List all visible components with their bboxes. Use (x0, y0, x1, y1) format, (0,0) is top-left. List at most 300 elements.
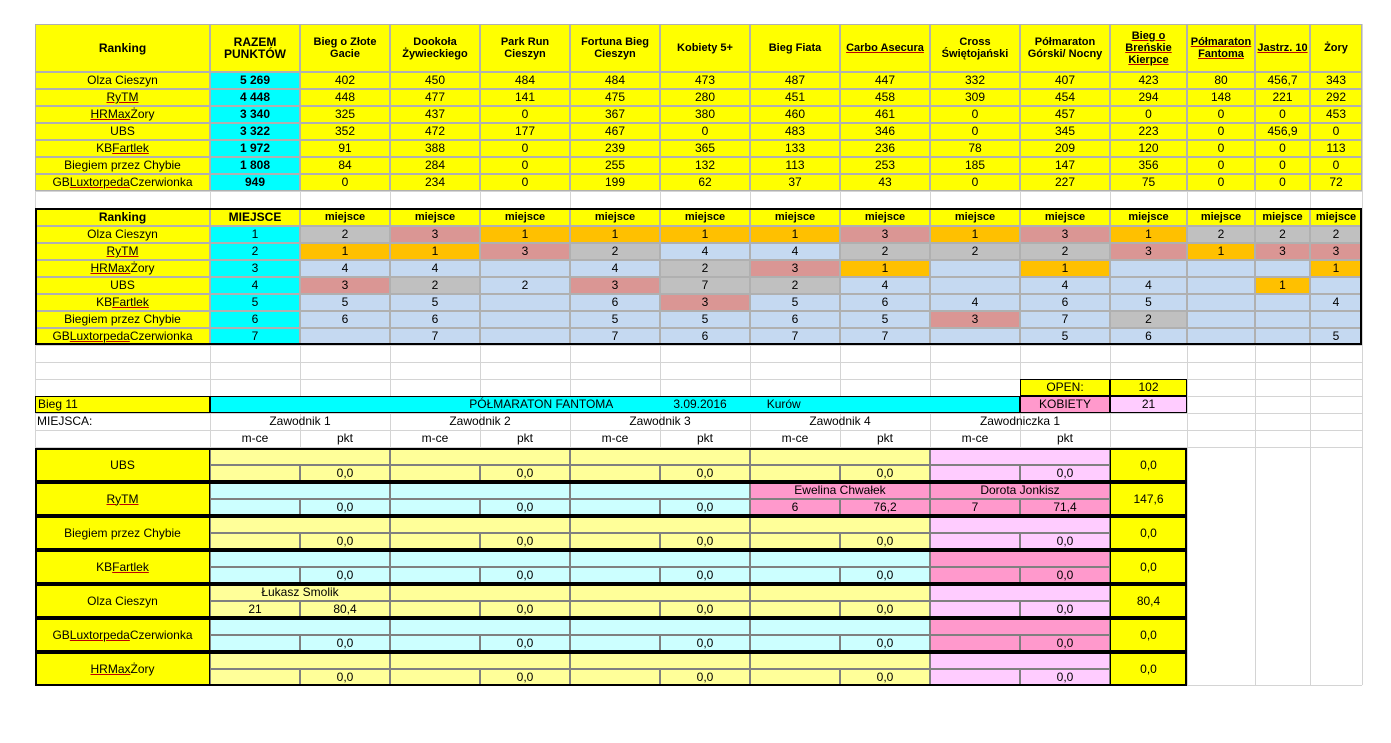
competitor-points[interactable]: 0,0 (840, 601, 930, 618)
competitor-points[interactable]: 0,0 (480, 465, 570, 482)
race-points[interactable]: 223 (1110, 123, 1187, 140)
race-place[interactable]: 1 (1110, 226, 1187, 243)
competitor-points[interactable]: 0,0 (840, 635, 930, 652)
race-points[interactable]: 84 (300, 157, 390, 174)
race-place[interactable]: 3 (840, 226, 930, 243)
race-place[interactable]: 7 (840, 328, 930, 345)
subheader-mce[interactable]: m-ce (601, 431, 629, 445)
race-place[interactable]: 5 (300, 294, 390, 311)
race-place[interactable] (1255, 328, 1310, 345)
race-place[interactable]: 3 (1255, 243, 1310, 260)
race-points[interactable]: 0 (480, 157, 570, 174)
race-place[interactable]: 6 (840, 294, 930, 311)
competitor-name[interactable] (390, 550, 570, 567)
competitor-place[interactable] (210, 499, 300, 516)
race-place[interactable]: 5 (1020, 328, 1110, 345)
race-points[interactable]: 402 (300, 72, 390, 89)
competitor-name[interactable] (210, 482, 390, 499)
race-place[interactable] (1110, 260, 1187, 277)
competitor-points[interactable]: 0,0 (480, 567, 570, 584)
competitor-points[interactable]: 0,0 (660, 635, 750, 652)
race-points[interactable]: 133 (750, 140, 840, 157)
race-points[interactable]: 91 (300, 140, 390, 157)
competitor-points[interactable]: 0,0 (840, 567, 930, 584)
competitor-place[interactable] (750, 601, 840, 618)
competitor-name[interactable] (570, 584, 750, 601)
team-total-points[interactable]: 3 322 (210, 123, 300, 140)
race-place[interactable]: 4 (1020, 277, 1110, 294)
team-name[interactable]: Biegiem przez Chybie (35, 311, 210, 328)
race-points[interactable]: 0 (1255, 174, 1310, 191)
race-place[interactable]: 6 (1110, 328, 1187, 345)
team-block-name[interactable]: RyTM (35, 482, 210, 516)
race-points[interactable]: 356 (1110, 157, 1187, 174)
competitor-place[interactable] (930, 635, 1020, 652)
header-race[interactable]: Półmaraton Fantoma (1187, 24, 1255, 72)
race-points[interactable]: 284 (390, 157, 480, 174)
race-points[interactable]: 345 (1020, 123, 1110, 140)
race-place[interactable] (1187, 328, 1255, 345)
competitor-points[interactable]: 76,2 (840, 499, 930, 516)
race-place[interactable]: 2 (480, 277, 570, 294)
competitor-place[interactable] (750, 669, 840, 686)
header-race[interactable]: Półmaraton Górski/ Nocny (1020, 24, 1110, 72)
race-points[interactable]: 484 (480, 72, 570, 89)
race-place[interactable] (480, 311, 570, 328)
competitor-name[interactable] (930, 448, 1110, 465)
team-place[interactable]: 3 (210, 260, 300, 277)
competitor-name[interactable] (390, 652, 570, 669)
competitor-points[interactable]: 0,0 (300, 669, 390, 686)
team-name[interactable]: KB Fartlek (35, 294, 210, 311)
race-points[interactable]: 483 (750, 123, 840, 140)
race-place[interactable] (1310, 311, 1362, 328)
women-label[interactable]: KOBIETY (1020, 396, 1110, 413)
places-header-col[interactable]: miejsce (1187, 208, 1255, 226)
race-points[interactable]: 380 (660, 106, 750, 123)
places-header-col[interactable]: miejsce (480, 208, 570, 226)
race-place[interactable]: 6 (390, 311, 480, 328)
race-points[interactable]: 177 (480, 123, 570, 140)
race-points[interactable]: 458 (840, 89, 930, 106)
race-points[interactable]: 0 (480, 106, 570, 123)
race-place[interactable]: 5 (660, 311, 750, 328)
competitor-place[interactable] (570, 533, 660, 550)
competitor-name[interactable] (570, 482, 750, 499)
team-block-total[interactable]: 0,0 (1110, 516, 1187, 550)
race-points[interactable]: 0 (1310, 157, 1362, 174)
header-race[interactable]: Żory (1310, 24, 1362, 72)
race-points[interactable]: 113 (1310, 140, 1362, 157)
race-points[interactable]: 451 (750, 89, 840, 106)
competitor-points[interactable]: 0,0 (840, 533, 930, 550)
race-place[interactable]: 7 (570, 328, 660, 345)
race-place[interactable]: 2 (1187, 226, 1255, 243)
race-points[interactable]: 0 (930, 123, 1020, 140)
subheader-pkt[interactable]: pkt (876, 431, 893, 445)
team-total-points[interactable]: 4 448 (210, 89, 300, 106)
competitor-place[interactable] (210, 669, 300, 686)
race-points[interactable]: 147 (1020, 157, 1110, 174)
race-points[interactable]: 484 (570, 72, 660, 89)
header-race[interactable]: Kobiety 5+ (660, 24, 750, 72)
race-points[interactable]: 325 (300, 106, 390, 123)
race-points[interactable]: 456,7 (1255, 72, 1310, 89)
competitor-place[interactable] (930, 465, 1020, 482)
competitor-name[interactable] (390, 448, 570, 465)
race-points[interactable]: 120 (1110, 140, 1187, 157)
team-place[interactable]: 5 (210, 294, 300, 311)
places-label[interactable]: MIEJSCA: (37, 414, 93, 428)
race-points[interactable]: 456,9 (1255, 123, 1310, 140)
race-place[interactable]: 1 (840, 260, 930, 277)
competitor-name[interactable] (930, 584, 1110, 601)
competitor-points[interactable]: 0,0 (1020, 601, 1110, 618)
race-place[interactable]: 4 (750, 243, 840, 260)
competitor-place[interactable]: 21 (210, 601, 300, 618)
header-race[interactable]: Park Run Cieszyn (480, 24, 570, 72)
race-place[interactable]: 4 (390, 260, 480, 277)
race-points[interactable]: 457 (1020, 106, 1110, 123)
race-points[interactable]: 0 (1187, 157, 1255, 174)
subheader-mce[interactable]: m-ce (241, 431, 269, 445)
team-name[interactable]: UBS (35, 123, 210, 140)
race-place[interactable]: 4 (660, 243, 750, 260)
competitor-name[interactable] (390, 618, 570, 635)
competitor-points[interactable]: 0,0 (480, 635, 570, 652)
competitor-place[interactable] (570, 635, 660, 652)
race-place[interactable] (1255, 260, 1310, 277)
race-place[interactable] (1187, 294, 1255, 311)
competitor-name[interactable] (570, 448, 750, 465)
race-place[interactable] (1310, 277, 1362, 294)
competitor-place[interactable] (930, 601, 1020, 618)
race-points[interactable]: 132 (660, 157, 750, 174)
places-header-col[interactable]: miejsce (1255, 208, 1310, 226)
race-points[interactable]: 227 (1020, 174, 1110, 191)
team-block-name[interactable]: KB Fartlek (35, 550, 210, 584)
competitor-place[interactable] (390, 669, 480, 686)
race-points[interactable]: 407 (1020, 72, 1110, 89)
competitor-points[interactable]: 0,0 (1020, 567, 1110, 584)
race-place[interactable] (480, 260, 570, 277)
competitor-points[interactable]: 0,0 (660, 601, 750, 618)
competitor-place[interactable] (750, 465, 840, 482)
race-points[interactable]: 475 (570, 89, 660, 106)
race-points[interactable]: 0 (930, 174, 1020, 191)
team-place[interactable]: 7 (210, 328, 300, 345)
competitor-points[interactable]: 0,0 (300, 499, 390, 516)
race-points[interactable]: 0 (1255, 140, 1310, 157)
competitor-points[interactable]: 0,0 (660, 465, 750, 482)
competitor-points[interactable]: 0,0 (480, 533, 570, 550)
race-place[interactable]: 1 (660, 226, 750, 243)
header-ranking[interactable]: Ranking (35, 24, 210, 72)
competitor-place[interactable] (570, 567, 660, 584)
race-place[interactable]: 1 (300, 243, 390, 260)
race-place[interactable] (1255, 294, 1310, 311)
race-place[interactable]: 1 (1255, 277, 1310, 294)
race-place[interactable] (480, 294, 570, 311)
race-place[interactable]: 3 (570, 277, 660, 294)
team-block-total[interactable]: 147,6 (1110, 482, 1187, 516)
competitor-points[interactable]: 80,4 (300, 601, 390, 618)
race-place[interactable]: 3 (930, 311, 1020, 328)
competitor-place[interactable] (570, 669, 660, 686)
team-block-name[interactable]: GB Luxtorpeda Czerwionka (35, 618, 210, 652)
race-place[interactable] (930, 328, 1020, 345)
header-race[interactable]: Bieg o Złote Gacie (300, 24, 390, 72)
race-points[interactable]: 343 (1310, 72, 1362, 89)
race-place[interactable]: 2 (840, 243, 930, 260)
race-place[interactable] (1255, 311, 1310, 328)
competitor-points[interactable]: 0,0 (1020, 669, 1110, 686)
race-points[interactable]: 447 (840, 72, 930, 89)
race-place[interactable] (930, 277, 1020, 294)
race-points[interactable]: 467 (570, 123, 660, 140)
places-header-col[interactable]: miejsce (660, 208, 750, 226)
places-header-col[interactable]: miejsce (390, 208, 480, 226)
team-name[interactable]: RyTM (35, 89, 210, 106)
competitor-points[interactable]: 0,0 (300, 635, 390, 652)
competitor-points[interactable]: 0,0 (660, 533, 750, 550)
race-place[interactable]: 2 (390, 277, 480, 294)
race-points[interactable]: 141 (480, 89, 570, 106)
competitor-name[interactable] (390, 516, 570, 533)
race-place[interactable]: 4 (570, 260, 660, 277)
competitor-place[interactable] (930, 533, 1020, 550)
race-place[interactable]: 3 (750, 260, 840, 277)
race-points[interactable]: 0 (1187, 140, 1255, 157)
race-points[interactable]: 0 (660, 123, 750, 140)
race-points[interactable]: 148 (1187, 89, 1255, 106)
team-total-points[interactable]: 5 269 (210, 72, 300, 89)
race-points[interactable]: 239 (570, 140, 660, 157)
competitor-name[interactable] (210, 618, 390, 635)
race-points[interactable]: 185 (930, 157, 1020, 174)
race-label[interactable]: Bieg 11 (35, 396, 210, 413)
competitor-place[interactable] (930, 567, 1020, 584)
race-points[interactable]: 0 (1187, 174, 1255, 191)
race-points[interactable]: 280 (660, 89, 750, 106)
race-points[interactable]: 473 (660, 72, 750, 89)
competitor-points[interactable]: 0,0 (840, 669, 930, 686)
header-race[interactable]: Bieg o Breńskie Kierpce (1110, 24, 1187, 72)
race-points[interactable]: 221 (1255, 89, 1310, 106)
race-place[interactable]: 4 (300, 260, 390, 277)
race-place[interactable]: 2 (1020, 243, 1110, 260)
team-name[interactable]: Biegiem przez Chybie (35, 157, 210, 174)
places-header-col[interactable]: miejsce (1020, 208, 1110, 226)
race-place[interactable]: 1 (1020, 260, 1110, 277)
race-place[interactable]: 6 (300, 311, 390, 328)
competitor-name[interactable] (750, 652, 930, 669)
team-block-total[interactable]: 80,4 (1110, 584, 1187, 618)
race-points[interactable]: 0 (300, 174, 390, 191)
places-header-col[interactable]: miejsce (1110, 208, 1187, 226)
competitor-points[interactable]: 0,0 (840, 465, 930, 482)
race-points[interactable]: 423 (1110, 72, 1187, 89)
team-total-points[interactable]: 1 972 (210, 140, 300, 157)
competitor-points[interactable]: 71,4 (1020, 499, 1110, 516)
competitor-name[interactable] (390, 584, 570, 601)
places-header-col[interactable]: miejsce (750, 208, 840, 226)
race-points[interactable]: 0 (1110, 106, 1187, 123)
race-place[interactable]: 2 (300, 226, 390, 243)
competitor-name[interactable] (750, 618, 930, 635)
team-place[interactable]: 2 (210, 243, 300, 260)
team-block-total[interactable]: 0,0 (1110, 618, 1187, 652)
race-place[interactable]: 5 (1110, 294, 1187, 311)
team-total-points[interactable]: 1 808 (210, 157, 300, 174)
race-place[interactable]: 6 (660, 328, 750, 345)
header-race[interactable]: Fortuna Bieg Cieszyn (570, 24, 660, 72)
race-points[interactable]: 209 (1020, 140, 1110, 157)
race-place[interactable]: 7 (660, 277, 750, 294)
race-place[interactable]: 2 (1110, 311, 1187, 328)
race-points[interactable]: 453 (1310, 106, 1362, 123)
race-points[interactable]: 487 (750, 72, 840, 89)
race-place[interactable]: 4 (1110, 277, 1187, 294)
team-name[interactable]: Olza Cieszyn (35, 72, 210, 89)
competitor-name[interactable] (570, 516, 750, 533)
competitor-points[interactable]: 0,0 (300, 465, 390, 482)
team-block-name[interactable]: HRMax Żory (35, 652, 210, 686)
competitor-name[interactable] (570, 618, 750, 635)
competitor-name[interactable] (570, 652, 750, 669)
race-points[interactable]: 0 (1310, 123, 1362, 140)
subheader-pkt[interactable]: pkt (336, 431, 353, 445)
open-label[interactable]: OPEN: (1020, 379, 1110, 396)
subheader-pkt[interactable]: pkt (1056, 431, 1073, 445)
competitor-place[interactable] (570, 465, 660, 482)
places-header-col[interactable]: miejsce (300, 208, 390, 226)
competitor-name[interactable] (750, 516, 930, 533)
race-place[interactable]: 7 (1020, 311, 1110, 328)
competitor-place[interactable] (210, 533, 300, 550)
race-place[interactable]: 7 (390, 328, 480, 345)
competitor-points[interactable]: 0,0 (480, 499, 570, 516)
places-header-col[interactable]: miejsce (930, 208, 1020, 226)
competitor-points[interactable]: 0,0 (1020, 635, 1110, 652)
race-place[interactable]: 1 (750, 226, 840, 243)
race-points[interactable]: 0 (1255, 157, 1310, 174)
race-points[interactable]: 0 (480, 174, 570, 191)
subheader-mce[interactable]: m-ce (961, 431, 989, 445)
competitor-place[interactable] (750, 533, 840, 550)
open-value[interactable]: 102 (1110, 379, 1187, 396)
competitor-name[interactable] (570, 550, 750, 567)
competitor-place[interactable]: 7 (930, 499, 1020, 516)
team-name[interactable]: GB Luxtorpeda Czerwionka (35, 174, 210, 191)
competitor-points[interactable]: 0,0 (660, 567, 750, 584)
race-points[interactable]: 0 (1187, 106, 1255, 123)
race-place[interactable]: 5 (840, 311, 930, 328)
race-place[interactable]: 3 (390, 226, 480, 243)
race-place[interactable]: 4 (840, 277, 930, 294)
race-points[interactable]: 367 (570, 106, 660, 123)
competitor-header[interactable]: Zawodnik 3 (629, 414, 691, 428)
competitor-place[interactable] (750, 635, 840, 652)
race-points[interactable]: 113 (750, 157, 840, 174)
race-place[interactable]: 3 (1310, 243, 1362, 260)
race-points[interactable]: 448 (300, 89, 390, 106)
race-place[interactable]: 4 (930, 294, 1020, 311)
race-points[interactable]: 472 (390, 123, 480, 140)
header-race[interactable]: Cross Świętojański (930, 24, 1020, 72)
race-points[interactable]: 477 (390, 89, 480, 106)
race-place[interactable]: 2 (1255, 226, 1310, 243)
competitor-place[interactable] (930, 669, 1020, 686)
team-block-total[interactable]: 0,0 (1110, 550, 1187, 584)
team-total-points[interactable]: 949 (210, 174, 300, 191)
competitor-points[interactable]: 0,0 (660, 499, 750, 516)
subheader-pkt[interactable]: pkt (696, 431, 713, 445)
team-name[interactable]: HRMax Żory (35, 260, 210, 277)
race-place[interactable]: 6 (750, 311, 840, 328)
places-header-col[interactable]: miejsce (570, 208, 660, 226)
team-name[interactable]: GB Luxtorpeda Czerwionka (35, 328, 210, 345)
race-points[interactable]: 309 (930, 89, 1020, 106)
race-place[interactable]: 6 (570, 294, 660, 311)
team-block-name[interactable]: Olza Cieszyn (35, 584, 210, 618)
race-place[interactable]: 2 (930, 243, 1020, 260)
race-points[interactable]: 454 (1020, 89, 1110, 106)
header-total[interactable]: RAZEM PUNKTÓW (210, 24, 300, 72)
competitor-name[interactable] (210, 550, 390, 567)
race-points[interactable]: 0 (930, 106, 1020, 123)
race-place[interactable] (1187, 277, 1255, 294)
competitor-name[interactable] (930, 516, 1110, 533)
competitor-place[interactable] (390, 567, 480, 584)
race-place[interactable]: 3 (300, 277, 390, 294)
race-points[interactable]: 352 (300, 123, 390, 140)
team-block-total[interactable]: 0,0 (1110, 652, 1187, 686)
race-place[interactable]: 5 (750, 294, 840, 311)
header-race[interactable]: Jastrz. 10 (1255, 24, 1310, 72)
header-race[interactable]: Dookoła Żywieckiego (390, 24, 480, 72)
team-name[interactable]: RyTM (35, 243, 210, 260)
competitor-place[interactable] (390, 533, 480, 550)
competitor-name[interactable] (750, 584, 930, 601)
team-block-name[interactable]: Biegiem przez Chybie (35, 516, 210, 550)
race-points[interactable]: 78 (930, 140, 1020, 157)
race-points[interactable]: 43 (840, 174, 930, 191)
race-points[interactable]: 346 (840, 123, 930, 140)
race-place[interactable]: 3 (1110, 243, 1187, 260)
race-place[interactable]: 1 (1310, 260, 1362, 277)
competitor-place[interactable] (390, 499, 480, 516)
competitor-place[interactable] (570, 601, 660, 618)
competitor-points[interactable]: 0,0 (660, 669, 750, 686)
race-place[interactable]: 1 (390, 243, 480, 260)
race-points[interactable]: 255 (570, 157, 660, 174)
places-header-ranking[interactable]: Ranking (35, 208, 210, 226)
places-header-col[interactable]: miejsce (1310, 208, 1362, 226)
competitor-name[interactable]: Ewelina Chwałek (750, 482, 930, 499)
race-points[interactable]: 234 (390, 174, 480, 191)
competitor-header[interactable]: Zawodnik 2 (449, 414, 511, 428)
competitor-points[interactable]: 0,0 (1020, 533, 1110, 550)
race-place[interactable] (300, 328, 390, 345)
competitor-header[interactable]: Zawodnik 1 (269, 414, 331, 428)
competitor-place[interactable] (210, 635, 300, 652)
competitor-header[interactable]: Zawodnik 4 (809, 414, 871, 428)
competitor-place[interactable] (390, 635, 480, 652)
places-header-col[interactable]: miejsce (840, 208, 930, 226)
competitor-points[interactable]: 0,0 (480, 669, 570, 686)
race-points[interactable]: 199 (570, 174, 660, 191)
